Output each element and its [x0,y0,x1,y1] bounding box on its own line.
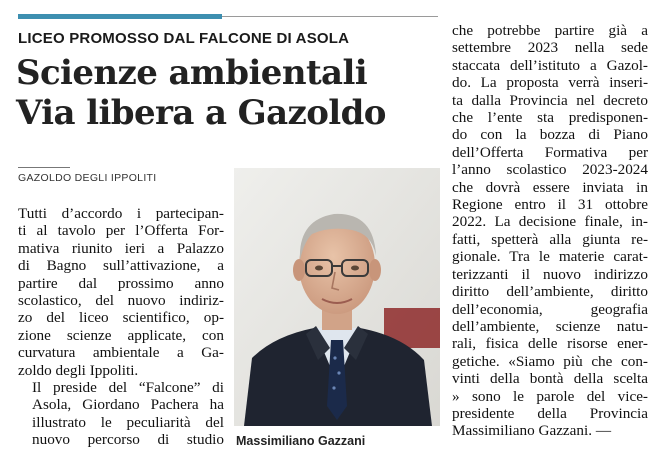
text-line: Regione entro il 31 ottobre [452,196,648,214]
text-line: Il preside del “Falcone” di [32,379,224,397]
text-line: nuovo percorso di studio [32,431,224,449]
text-line: Asola, Giordano Pachera ha [32,396,224,414]
text-line: staccata dell’istituto a Gazol- [452,56,648,74]
text-line: rali, fisica delle risorse ener- [452,335,648,353]
text-line: diritto dell’ambiente, diritto [452,283,648,301]
text-line: di Bagno sull’attivazione, a [18,257,224,275]
article-column-2 [452,22,648,440]
text-line: » sono le parole del vice- [452,387,648,405]
text-line: mativa riunito ieri a Palazzo [18,239,224,257]
text-line: curvatura ambientale a Ga- [18,344,224,362]
text-line: do. La proposta verrà inseri- [452,74,648,92]
article-column-1 [18,205,224,449]
headline-line-2: Via libera a Gazoldo [16,93,386,133]
text-line: ti al tavolo per l’Offerta For- [18,222,224,240]
text-line: Tutti d’accordo i partecipan- [18,205,224,222]
headline-line-1: Scienze ambientali [16,53,368,93]
text-line: gionale. Tra le materie carat- [452,248,648,266]
portrait-photo [234,168,440,426]
text-line: presidente della Provincia [452,404,648,422]
text-line: zoldo degli Ippoliti. [18,361,139,379]
text-line: 2022. La decisione finale, in- [452,213,648,231]
text-line: scolastico, del nuovo indiriz- [18,292,224,310]
text-line: ta dalla Provincia nel decreto [452,91,648,109]
text-line: partire dal prossimo anno [18,274,224,292]
text-line: che l’ente sta predisponen- [452,109,648,127]
text-line: terizzanti il nuovo indirizzo [452,265,648,283]
paragraph-1 [18,205,224,379]
article-kicker: LICEO PROMOSSO DAL FALCONE DI ASOLA [18,30,350,47]
text-line: che potrebbe partire già a [452,22,648,39]
text-line: dell’ambiente, scienze natu- [452,317,648,335]
portrait-illustration [234,168,440,426]
text-line: vinti della bontà della scelta [452,370,648,388]
text-line: dell’Offerta Formativa per [452,143,648,161]
text-line: zione scienze applicate, con [18,326,224,344]
text-line: che dovrà essere inviata in [452,178,648,196]
text-line: settembre 2023 nella sede [452,39,648,57]
dateline: GAZOLDO DEGLI IPPOLITI [18,172,157,184]
text-line: fatti, spetterà alla giunta re- [452,230,648,248]
dateline-rule [18,167,70,168]
photo-caption: Massimiliano Gazzani [236,434,366,448]
text-line: do con la bozza di Piano [452,126,648,144]
text-line: l’anno scolastico 2023-2024 [452,161,648,179]
text-line: dell’economia, geografia [452,300,648,318]
paragraph-2 [18,379,224,449]
text-line: illustrato le peculiarità del [32,413,224,431]
header-rule [222,16,438,17]
text-line: Massimiliano Gazzani. — [452,422,612,440]
text-line: zo del liceo scientifico, op- [18,309,224,327]
text-line: getiche. «Siamo più che con- [452,352,648,370]
section-accent-bar [18,14,222,19]
article-headline [16,53,446,133]
